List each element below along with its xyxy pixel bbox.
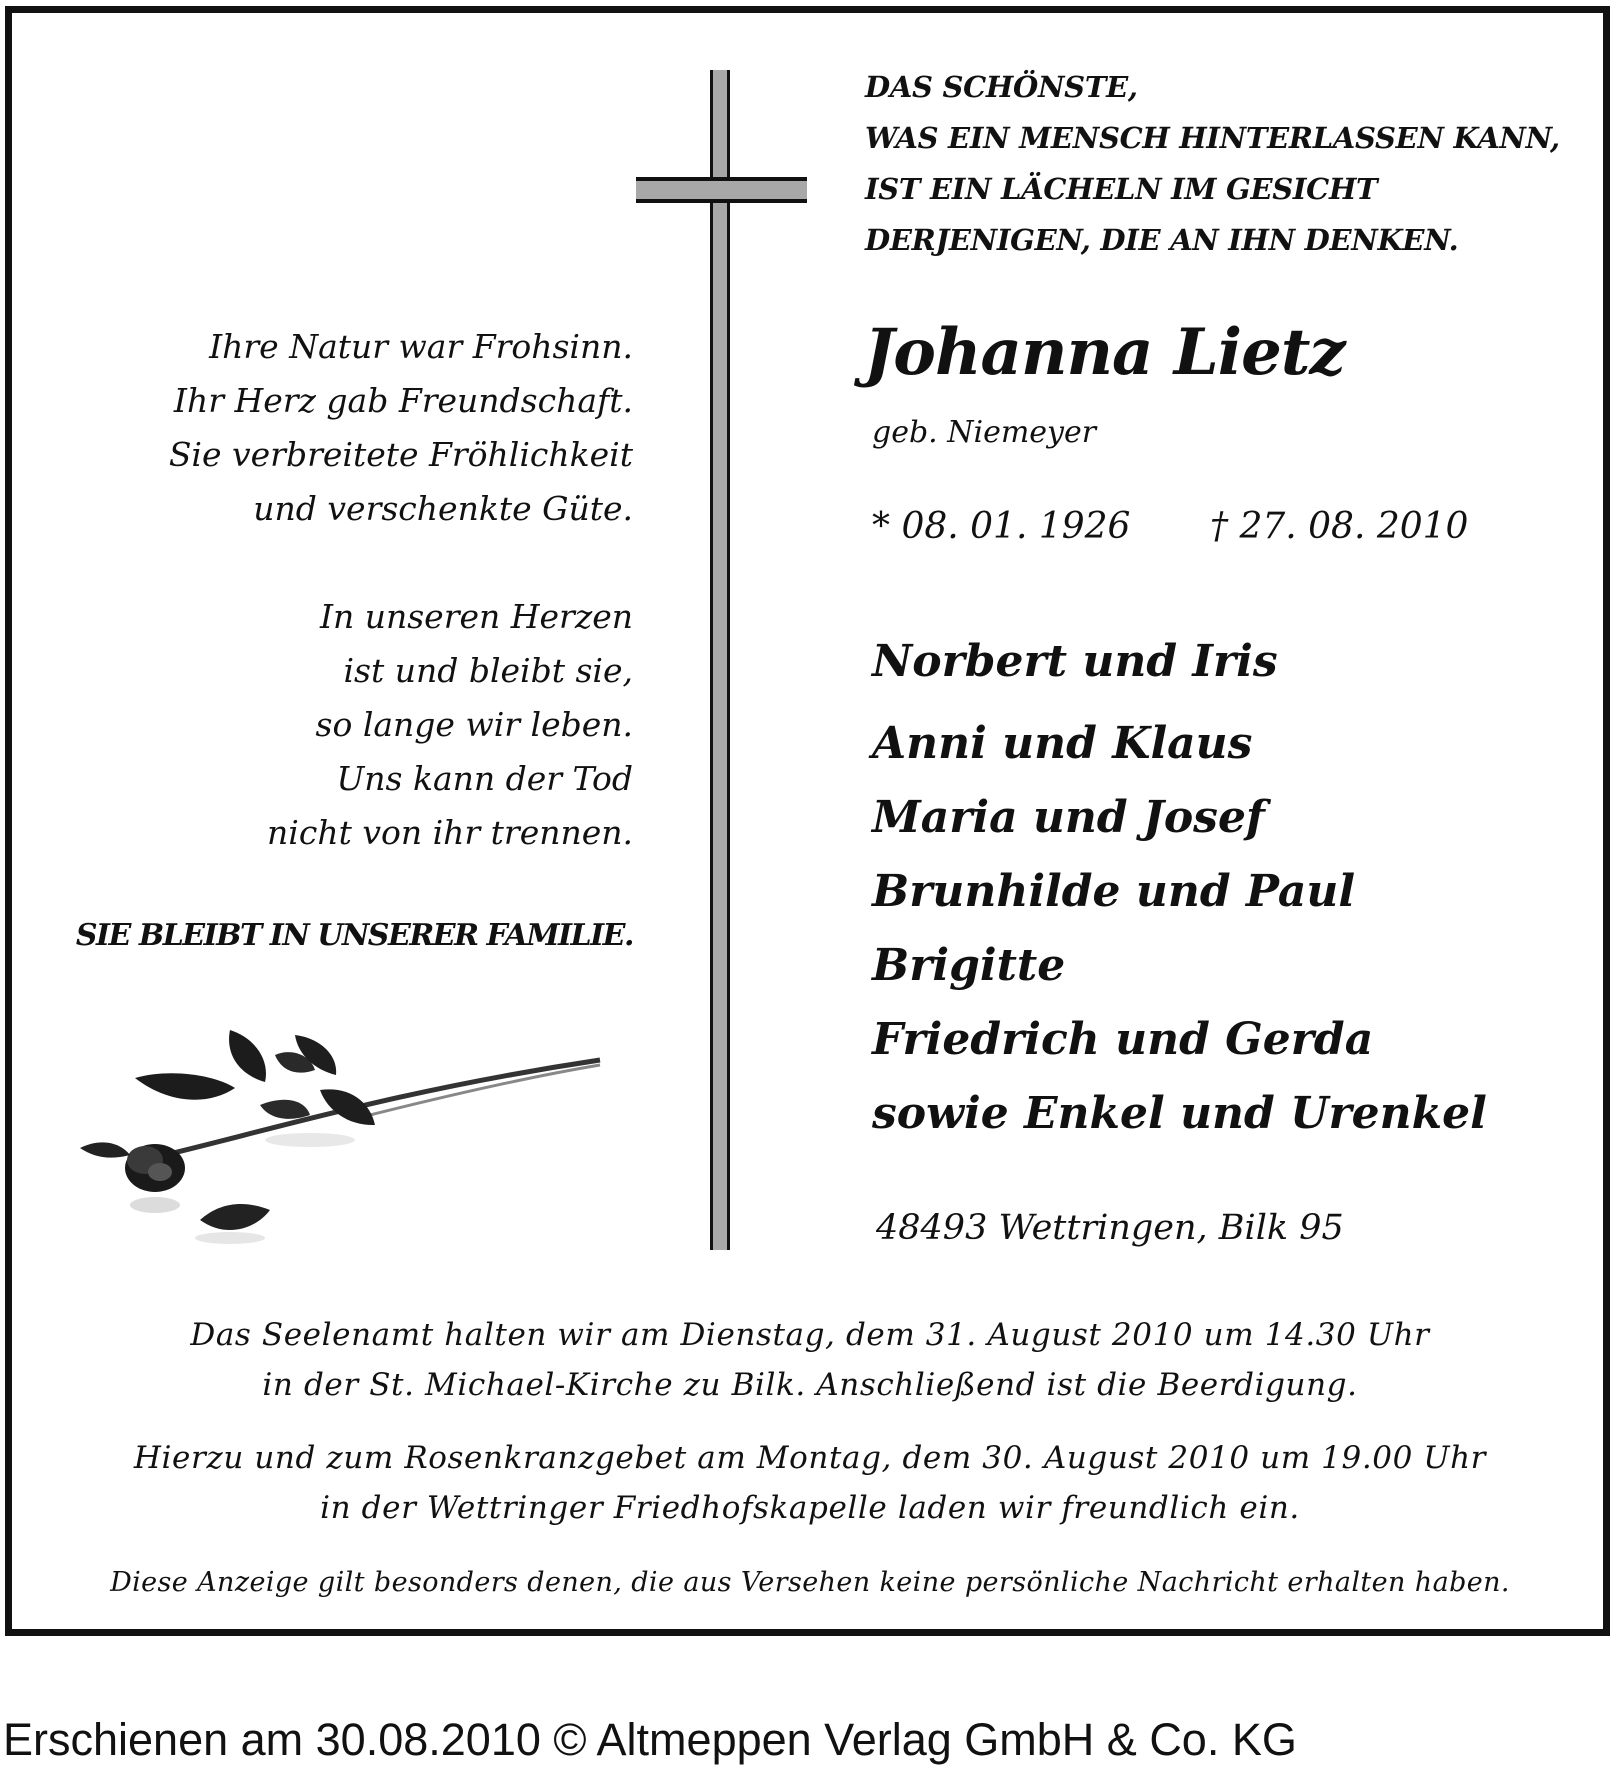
notice-note: Diese Anzeige gilt besonders denen, die aus Versehen keine persönliche Nachricht erhalten haben. (110, 1567, 1510, 1598)
service-line: Hierzu und zum Rosenkranzgebet am Montag, dem 30. August 2010 um 19.00 Uhr (133, 1440, 1487, 1476)
poem-line: Ihre Natur war Frohsinn. (209, 327, 633, 366)
poem-line: nicht von ihr trennen. (267, 813, 633, 852)
quote-line: WAS EIN MENSCH HINTERLASSEN KANN, (865, 121, 1560, 155)
mourner-entry: Friedrich und Gerda (872, 1014, 1374, 1065)
poem-line: Uns kann der Tod (336, 759, 633, 798)
family-motto: SIE BLEIBT IN UNSERER FAMILIE. (75, 918, 633, 953)
service-line: in der St. Michael-Kirche zu Bilk. Anschließend ist die Beerdigung. (262, 1367, 1358, 1403)
mourners-list (872, 630, 1487, 1156)
mourner-entry: Anni und Klaus (872, 718, 1253, 769)
mourner-entry: sowie Enkel und Urenkel (872, 1088, 1487, 1139)
poem-line: Ihr Herz gab Freundschaft. (173, 381, 633, 420)
poem-stanza-2 (267, 590, 633, 860)
birth-date: * 08. 01. 1926 (872, 506, 1131, 547)
service-line: in der Wettringer Friedhofskapelle laden wir freundlich ein. (320, 1490, 1300, 1526)
poem-line: und verschenkte Güte. (253, 489, 633, 528)
cross-beam (636, 177, 807, 203)
rose-icon (70, 1020, 610, 1270)
mourner-entry: Maria und Josef (872, 792, 1265, 843)
death-date: † 27. 08. 2010 (1210, 506, 1469, 547)
publication-footer: Erschienen am 30.08.2010 © Altmeppen Verlag GmbH & Co. KG (3, 1714, 1297, 1765)
service-line: Das Seelenamt halten wir am Dienstag, dem 31. August 2010 um 14.30 Uhr (190, 1317, 1430, 1353)
quote-block (865, 62, 1585, 266)
service-paragraph-1 (30, 1310, 1590, 1410)
poem-line: In unseren Herzen (319, 597, 633, 636)
mourner-entry: Brunhilde und Paul (872, 866, 1356, 917)
maiden-name: geb. Niemeyer (872, 415, 1097, 450)
service-paragraph-2 (30, 1433, 1590, 1533)
deceased-name: Johanna Lietz (864, 315, 1345, 390)
quote-line: DAS SCHÖNSTE, (865, 70, 1138, 104)
mourner-entry: Brigitte (872, 940, 1066, 991)
poem-line: ist und bleibt sie, (343, 651, 633, 690)
poem-line: so lange wir leben. (315, 705, 633, 744)
quote-line: IST EIN LÄCHELN IM GESICHT (865, 172, 1378, 206)
poem-line: Sie verbreitete Fröhlichkeit (168, 435, 633, 474)
family-address: 48493 Wettringen, Bilk 95 (876, 1208, 1344, 1248)
cross-icon (710, 70, 730, 1250)
mourner-entry: Norbert und Iris (872, 636, 1278, 687)
poem-stanza-1 (169, 320, 633, 536)
quote-line: DERJENIGEN, DIE AN IHN DENKEN. (865, 223, 1459, 257)
